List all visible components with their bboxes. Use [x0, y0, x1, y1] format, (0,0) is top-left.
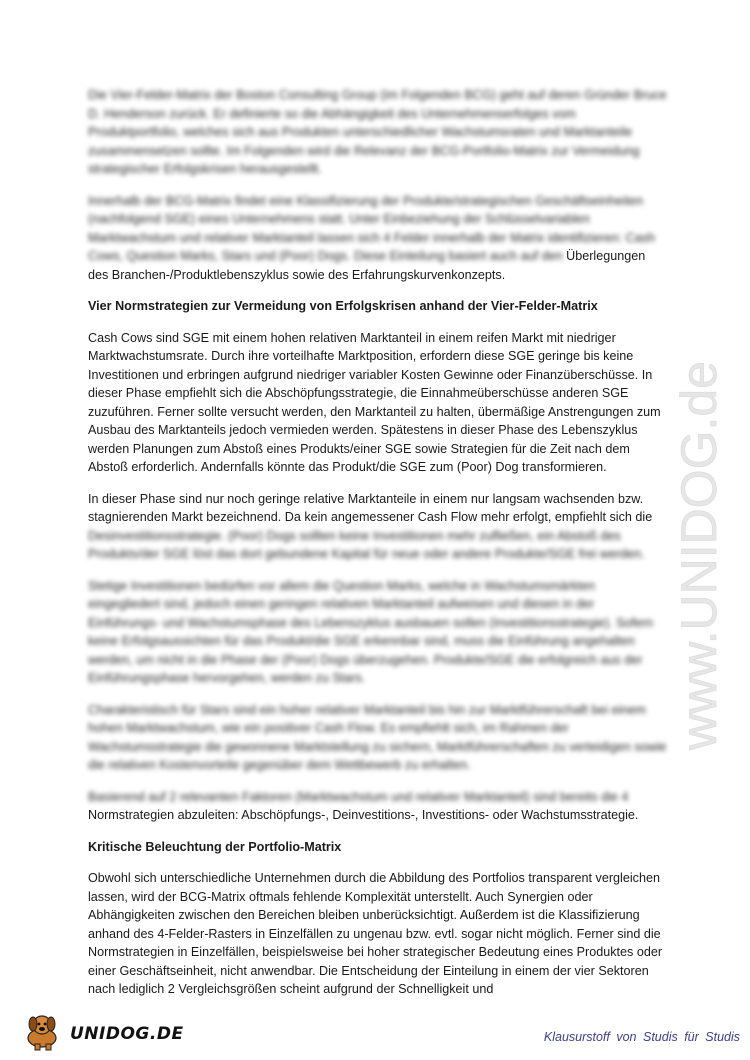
logo-text: UNIDOG.DE [70, 1024, 184, 1044]
paragraph-summary [88, 788, 668, 825]
paragraph-summary-visible: Normstrategien abzuleiten: Abschöpfungs-, Deinvestitions-, Investitions- oder Wachstumsstrategie. [88, 808, 639, 822]
paragraph-classification-visible: Überlegungen des Branchen-/Produktlebenszyklus sowie des Erfahrungskurvenkonzepts. [88, 249, 646, 282]
heading-kritik: Kritische Beleuchtung der Portfolio-Matrix [88, 839, 342, 854]
watermark [660, 250, 740, 770]
paragraph-poor-dogs [88, 490, 668, 564]
document-body [88, 86, 668, 1012]
paragraph-classification-blurred: Innerhalb der BCG-Matrix findet eine Klassifizierung der Produkte/strategischen Geschäftseinheiten (nachfolgend SGE) eines Unternehmens statt. Unter Einbeziehung der Schlüsselvariablen Marktwachstum und relativer Marktanteil lassen sich 4 Felder innerhalb der Matrix identifizieren: Cash Cows, Question Marks, Stars und (Poor) Dogs. Diese Einteilung basiert auch auf den [88, 193, 655, 263]
paragraph-poor-dogs-visible: In dieser Phase sind nur noch geringe relative Marktanteile in einem nur langsam wachsenden bzw. stagnierenden Markt bezeichnend. Da kein angemessener Cash Flow mehr erfolgt, empfiehlt sich die [88, 491, 653, 524]
paragraph-summary-blurred: Basierend auf 2 relevanten Faktoren (Marktwachstum und relativer Marktanteil) sind bereits die 4 [88, 789, 629, 804]
paragraph-poor-dogs-blurred: Desinvestitionsstrategie. (Poor) Dogs sollten keine Investitionen mehr zufließen, ein Abstoß des Produkts/der SGE löst das dort gebundene Kapital für neue oder andere Produkte/SGE frei werden. [88, 528, 645, 561]
heading-normstrategien: Vier Normstrategien zur Vermeidung von Erfolgskrisen anhand der Vier-Felder-Matrix [88, 299, 598, 313]
unidog-logo [20, 1010, 184, 1052]
paragraph-classification [88, 192, 668, 285]
paragraph-stars: Charakteristisch für Stars sind ein hoher relativer Marktanteil bis hin zur Marktführerschaft bei einem hohen Marktwachstum, wie ein positiver Cash Flow. Es empfiehlt sich, im Rahmen der Wachstumsstrategie die gewonnene Marktstellung zu sichern, Marktführerschaften zu verteidigen sowie die relativen Kostenvorteile gegenüber dem Wettbewerb zu erhalten. [88, 702, 667, 772]
paragraph-intro: Die Vier-Felder-Matrix der Boston Consulting Group (im Folgenden BCG) geht auf deren Gründer Bruce D. Henderson zurück. Er definierte so die Abhängigkeit des Unternehmenserfolges vom Produktportfolio, welches sich aus Produkten unterschiedlicher Wachstumsraten und Marktanteile zusammensetzen sollte. Im Folgenden wird die Relevanz der BCG-Portfolio-Matrix zur Vermeidung strategischer Erfolgskrisen herausgestellt. [88, 88, 667, 176]
paragraph-cash-cows: Cash Cows sind SGE mit einem hohen relativen Marktanteil in einem reifen Markt mit niedriger Marktwachstumsrate. Durch ihre vorteilhafte Marktposition, erfordern diese SGE geringe bis keine Investitionen und erbringen aufgrund niedriger variabler Kosten Gewinne oder Finanzüberschüsse. In dieser Phase empfiehlt sich die Abschöpfungsstrategie, die Einnahmeüberschüsse anderen SGE zuzuführen. Ferner sollte versucht werden, den Marktanteil zu halten, übermäßige Anstrengungen zum Ausbau des Marktanteils jedoch vermieden werden. Spätestens in dieser Phase des Lebenszyklus werden Planungen zum Abstoß eines Produkts/einer SGE sowie Strategien für die Zeit nach dem Abstoß erforderlich. Andernfalls könnte das Produkt/die SGE zum (Poor) Dog transformieren. [88, 330, 661, 474]
watermark-text: www.UNIDOG.de [671, 361, 727, 750]
paragraph-kritik: Obwohl sich unterschiedliche Unternehmen durch die Abbildung des Portfolios transparent vergleichen lassen, wird der BCG-Matrix oftmals fehlende Komplexität unterstellt. Auch Synergien oder Abhängigkeiten zwischen den Bereichen bleiben unberücksichtigt. Außerdem ist die Klassifizierung anhand des 4-Felder-Rasters in Einzelfällen zu ungenau bzw. evtl. sogar nicht möglich. Ferner sind die Normstrategien in Einzelfällen, beispielsweise bei hoher strategischer Bedeutung eines Produktes oder einer Geschäftseinheit, nicht anwendbar. Die Entscheidung der Einteilung in einem der vier Sektoren nach lediglich 2 Vergleichsgrößen scheint aufgrund der Schnelligkeit und [88, 871, 663, 996]
footer-tagline: Klausurstoff von Studis für Studis [543, 1030, 740, 1044]
paragraph-question-marks: Stetige Investitionen bedürfen vor allem die Question Marks, welche in Wachstumsmärkten eingegliedert sind, jedoch einen geringen relativen Marktanteil aufweisen und diesen in der Einführungs- und Wachstumsphase des Lebenszyklus ausbauen sollen (Investitionsstrategie). Sofern keine Erfolgsaussichten für das Produkt/die SGE erkennbar sind, muss die Einführung angehalten werden, um nicht in die Phase der (Poor) Dogs überzugehen. Produkte/SGE die erfolgreich aus der Einführungsphase hervorgehen, werden zu Stars. [88, 578, 654, 685]
dog-icon [22, 1010, 74, 1052]
